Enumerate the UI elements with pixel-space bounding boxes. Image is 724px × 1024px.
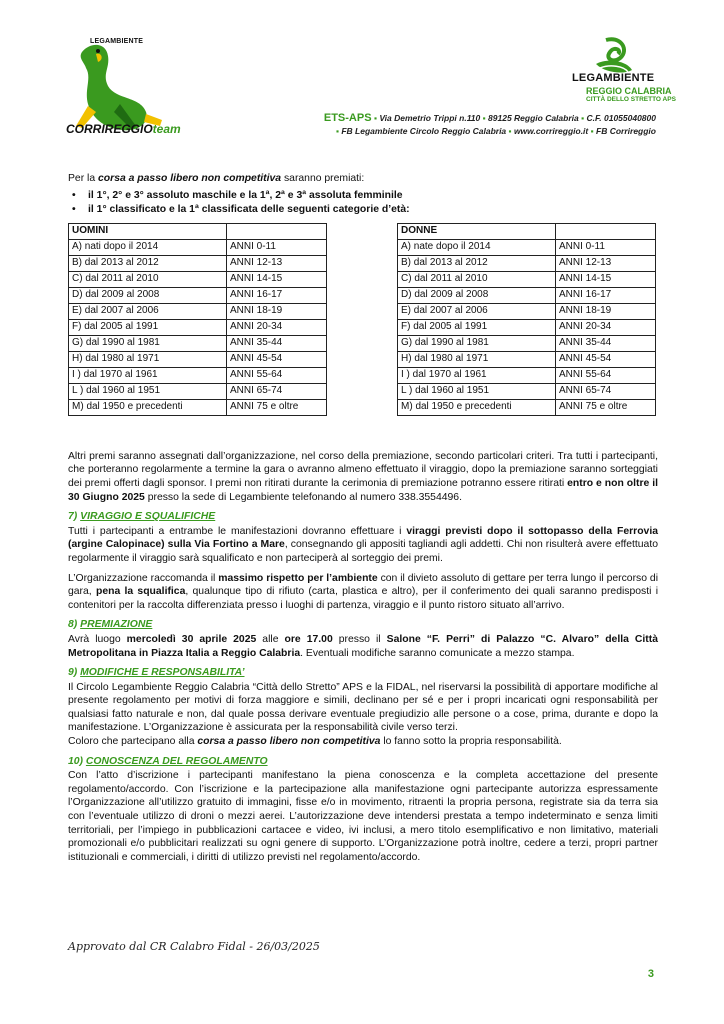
table-row: [398, 255, 656, 271]
separator-dot: ▪: [508, 126, 512, 136]
contact-line-1: [324, 112, 656, 124]
table-row: [398, 351, 656, 367]
table-cell: ANNI 14-15: [556, 271, 656, 287]
table-cell: I ) dal 1970 al 1961: [398, 367, 556, 383]
men-category-table: [68, 223, 327, 416]
intro-text: Per la: [68, 173, 99, 184]
table-row: [398, 271, 656, 287]
table-row: [69, 367, 327, 383]
corrireggio-team-wordmark: [66, 122, 181, 136]
prize-bullets: [68, 189, 658, 217]
text: alle: [256, 633, 285, 645]
text: . Eventuali modifiche saranno comunicate a mezzo stampa.: [300, 647, 575, 659]
table-row: [69, 239, 327, 255]
table-cell: ANNI 35-44: [227, 335, 327, 351]
bullet-item: • il 1° classificato e la 1ª classificata delle seguenti categorie d’età:: [68, 203, 658, 217]
text: lo fanno sotto la propria responsabilità.: [380, 736, 562, 748]
table-cell: ANNI 0-11: [227, 239, 327, 255]
table-row: [398, 303, 656, 319]
left-brand-name: LEGAMBIENTE: [90, 38, 144, 45]
org-name: LEGAMBIENTE: [572, 72, 655, 84]
table-cell: L ) dal 1960 al 1951: [69, 383, 227, 399]
section-heading: PREMIAZIONE: [80, 619, 153, 631]
table-cell: ANNI 65-74: [556, 383, 656, 399]
table-cell: C) dal 2011 al 2010: [69, 271, 227, 287]
section-9-title: [68, 666, 658, 680]
text-bold: Salone “F. Perri” di Palazzo “C. Alvaro” della Città Metropolitana in Piazza Italia a Reggio Calabria: [68, 633, 659, 659]
table-cell: ANNI 35-44: [556, 335, 656, 351]
bullet-item: • il 1°, 2° e 3° assoluto maschile e la 1ª, 2ª e 3ª assoluta femminile: [68, 189, 658, 203]
table-cell: B) dal 2013 al 2012: [398, 255, 556, 271]
table-cell: ANNI 45-54: [227, 351, 327, 367]
text: , consegnando gli appositi tagliandi agli addetti. Chi non risulterà avere effettuato regolarmente il viraggio sarà squalificato e non parteciperà al sorteggio dei premi.: [68, 539, 659, 564]
text-bold: ore 17.00: [284, 633, 333, 645]
table-cell: I ) dal 1970 al 1961: [69, 367, 227, 383]
text: L’Organizzazione raccomanda il: [68, 572, 219, 584]
table-cell: H) dal 1980 al 1971: [398, 351, 556, 367]
table-cell: ANNI 75 e oltre: [556, 399, 656, 415]
section-8-paragraph: [68, 633, 658, 660]
ets-label: ETS-APS: [323, 112, 372, 124]
org-subtitle: REGGIO CALABRIA: [586, 86, 672, 96]
intro-emphasis: corsa a passo libero non competitiva: [98, 173, 282, 184]
table-row: [69, 271, 327, 287]
section-heading: CONOSCENZA DEL REGOLAMENTO: [85, 755, 268, 767]
separator-dot: ▪: [373, 113, 377, 123]
table-cell: C) dal 2011 al 2010: [398, 271, 556, 287]
separator-dot: ▪: [590, 126, 594, 136]
table-cell: D) dal 2009 al 2008: [69, 287, 227, 303]
table-row: [398, 335, 656, 351]
age-category-tables: [68, 223, 658, 446]
separator-dot: ▪: [335, 126, 339, 136]
section-number: 7): [68, 511, 81, 523]
section-7-paragraph-2: [68, 572, 658, 613]
section-10-title: [68, 755, 658, 769]
text: Coloro che partecipano alla: [68, 736, 198, 748]
table-cell: E) dal 2007 al 2006: [69, 303, 227, 319]
fb-circle: FB Legambiente Circolo Reggio Calabria: [341, 126, 507, 136]
table-header: UOMINI: [69, 223, 227, 239]
section-9-paragraph-2: [68, 735, 658, 749]
table-row: [69, 351, 327, 367]
table-row: [69, 255, 327, 271]
section-number: 10): [68, 755, 86, 767]
table-cell: M) dal 1950 e precedenti: [69, 399, 227, 415]
section-10-paragraph: Con l’atto d’iscrizione i partecipanti manifestano la piena conoscenza e la completa accettazione del presente regolamento/accordo. Con l’iscrizione e la partecipazione alla manifestazione ogni partecipante autorizza espressamente l’Organizzazione all’utilizzo gratuito di immagini, fisse e/o in movimento, ritraenti la propria persona, registrate sia da terra sia con l’eventuale utilizzo di droni o mezzi aerei. L’autorizzazione deve intendersi prestata a tempo indeterminato e senza limiti territoriali, per l’impiego in pubblicazioni cartacee e video, ivi inclusi, a mero titolo esemplificativo e non limitativo, materiali promozionali e/o pubblicitari realizzati su ogni genere di supporto. L’Organizzazione potrà inoltre, cedere a terzi, propri partner istituzionali e commerciali, i diritti di utilizzo previsti nel regolamento/accordo.: [68, 770, 658, 863]
text: , qualunque tipo di rifiuto (carta, plastica e altro), per il conferimento dei quali saranno predisposti i contenitori per la raccolta differenziata presso i luoghi di partenza, viraggio e il punto ristoro situato all’arrivo.: [68, 586, 658, 611]
wordmark-b: team: [152, 122, 181, 136]
table-row: [398, 287, 656, 303]
table-cell: ANNI 0-11: [556, 239, 656, 255]
text-bold: pena la squalifica: [95, 586, 186, 598]
prizes-deadline: entro e non oltre il 30 Giugno 2025: [68, 477, 658, 503]
address: Via Demetrio Trippi n.110: [379, 113, 481, 123]
table-row: [398, 239, 656, 255]
table-cell: H) dal 1980 al 1971: [69, 351, 227, 367]
org-subtitle-small: CITTÀ DELLO STRETTO APS: [586, 96, 676, 103]
table-cell: A) nate dopo il 2014: [398, 239, 556, 255]
section-7-title: [68, 510, 658, 524]
table-cell: G) dal 1990 al 1981: [398, 335, 556, 351]
prizes-paragraph: [68, 450, 658, 504]
intro-paragraph: [68, 172, 658, 186]
page-header: [0, 0, 724, 150]
table-cell: ANNI 20-34: [556, 319, 656, 335]
text: Tutti i partecipanti a entrambe le manifestazioni dovranno effettuare i: [68, 525, 407, 537]
table-cell: ANNI 16-17: [556, 287, 656, 303]
table-cell: ANNI 55-64: [227, 367, 327, 383]
separator-dot: ▪: [482, 113, 486, 123]
text-bold: mercoledì 30 aprile 2025: [126, 633, 257, 645]
table-cell: L ) dal 1960 al 1951: [398, 383, 556, 399]
section-9-paragraph-1: Il Circolo Legambiente Reggio Calabria “Città dello Stretto” APS e la FIDAL, nel riservarsi la possibilità di apportare modifiche al presente regolamento per motivi di forza maggiore e simili, declinano per sé e per i propri incaricati ogni responsabilità per qualsiasi fatto naturale e non, dal quale possa derivare eventuale pregiudizio alle persone o a cose, prima, durante e dopo la manifestazione. L’Organizzazione è assicurata per la responsabilità civile verso terzi.: [68, 681, 658, 734]
table-row: [69, 287, 327, 303]
section-8-title: [68, 618, 658, 632]
table-cell: ANNI 14-15: [227, 271, 327, 287]
table-row: [398, 319, 656, 335]
document-body: [68, 172, 658, 864]
table-cell: ANNI 20-34: [227, 319, 327, 335]
approval-note: Approvato dal CR Calabro Fidal - 26/03/2025: [68, 940, 320, 953]
women-category-table: [397, 223, 656, 416]
section-number: 8): [68, 619, 81, 631]
page-number: 3: [647, 968, 654, 980]
table-header: DONNE: [398, 223, 556, 239]
table-row: [69, 319, 327, 335]
text: con il divieto assoluto di gettare per terra lungo il percorso di gara,: [68, 572, 659, 598]
table-cell: F) dal 2005 al 1991: [69, 319, 227, 335]
table-row: [69, 399, 327, 415]
section-heading: VIRAGGIO E SQUALIFICHE: [80, 511, 216, 523]
section-7-paragraph-1: [68, 525, 658, 566]
website-link[interactable]: www.corrireggio.it: [513, 126, 589, 136]
table-row: [69, 335, 327, 351]
table-cell: ANNI 18-19: [227, 303, 327, 319]
table-cell: G) dal 1990 al 1981: [69, 335, 227, 351]
table-row: [398, 399, 656, 415]
table-cell: ANNI 12-13: [227, 255, 327, 271]
wordmark-a: CORRIREGGIO: [66, 122, 153, 136]
table-cell: D) dal 2009 al 2008: [398, 287, 556, 303]
text-emphasis: corsa a passo libero non competitiva: [197, 736, 381, 748]
table-header-empty: [227, 223, 327, 239]
table-cell: B) dal 2013 al 2012: [69, 255, 227, 271]
table-cell: E) dal 2007 al 2006: [398, 303, 556, 319]
section-number: 9): [68, 667, 81, 679]
cap-city: 89125 Reggio Calabria: [488, 113, 579, 123]
table-cell: ANNI 55-64: [556, 367, 656, 383]
contact-line-2: [336, 126, 656, 136]
table-cell: M) dal 1950 e precedenti: [398, 399, 556, 415]
intro-text-end: saranno premiati:: [281, 173, 365, 184]
text: Avrà luogo: [68, 633, 127, 645]
table-cell: ANNI 16-17: [227, 287, 327, 303]
table-header-empty: [556, 223, 656, 239]
table-cell: ANNI 12-13: [556, 255, 656, 271]
text-bold: massimo rispetto per l’ambiente: [218, 572, 378, 584]
prizes-text-end: presso la sede di Legambiente telefonando al numero 338.3554496.: [144, 491, 462, 503]
table-row: [398, 367, 656, 383]
fiscal-code: C.F. 01055040800: [586, 113, 656, 123]
table-cell: ANNI 45-54: [556, 351, 656, 367]
prizes-text: Altri premi saranno assegnati dall’organizzazione, nel corso della premiazione, secondo particolari criteri. Tra tutti i partecipanti, che porteranno regolarmente a termine la gara o avranno almeno effettuato il viraggio, dopo la premiazione saranno sorteggiati dei premi offerti dagli sponsor. I premi non ritirati durante la cerimonia di premiazione potranno essere ritirati: [68, 450, 658, 489]
text-bold: viraggi previsti dopo il sottopasso della Ferrovia (argine Calopinace) sulla Via Fortino a Mare: [68, 525, 658, 551]
separator-dot: ▪: [581, 113, 585, 123]
table-cell: ANNI 18-19: [556, 303, 656, 319]
table-cell: ANNI 65-74: [227, 383, 327, 399]
table-cell: F) dal 2005 al 1991: [398, 319, 556, 335]
table-row: [398, 383, 656, 399]
text: presso il: [332, 633, 387, 645]
table-row: [69, 303, 327, 319]
table-row: [69, 383, 327, 399]
fb-corrireggio: FB Corrireggio: [596, 126, 656, 136]
table-cell: ANNI 75 e oltre: [227, 399, 327, 415]
section-heading: MODIFICHE E RESPONSABILITA’: [80, 667, 245, 679]
table-cell: A) nati dopo il 2014: [69, 239, 227, 255]
